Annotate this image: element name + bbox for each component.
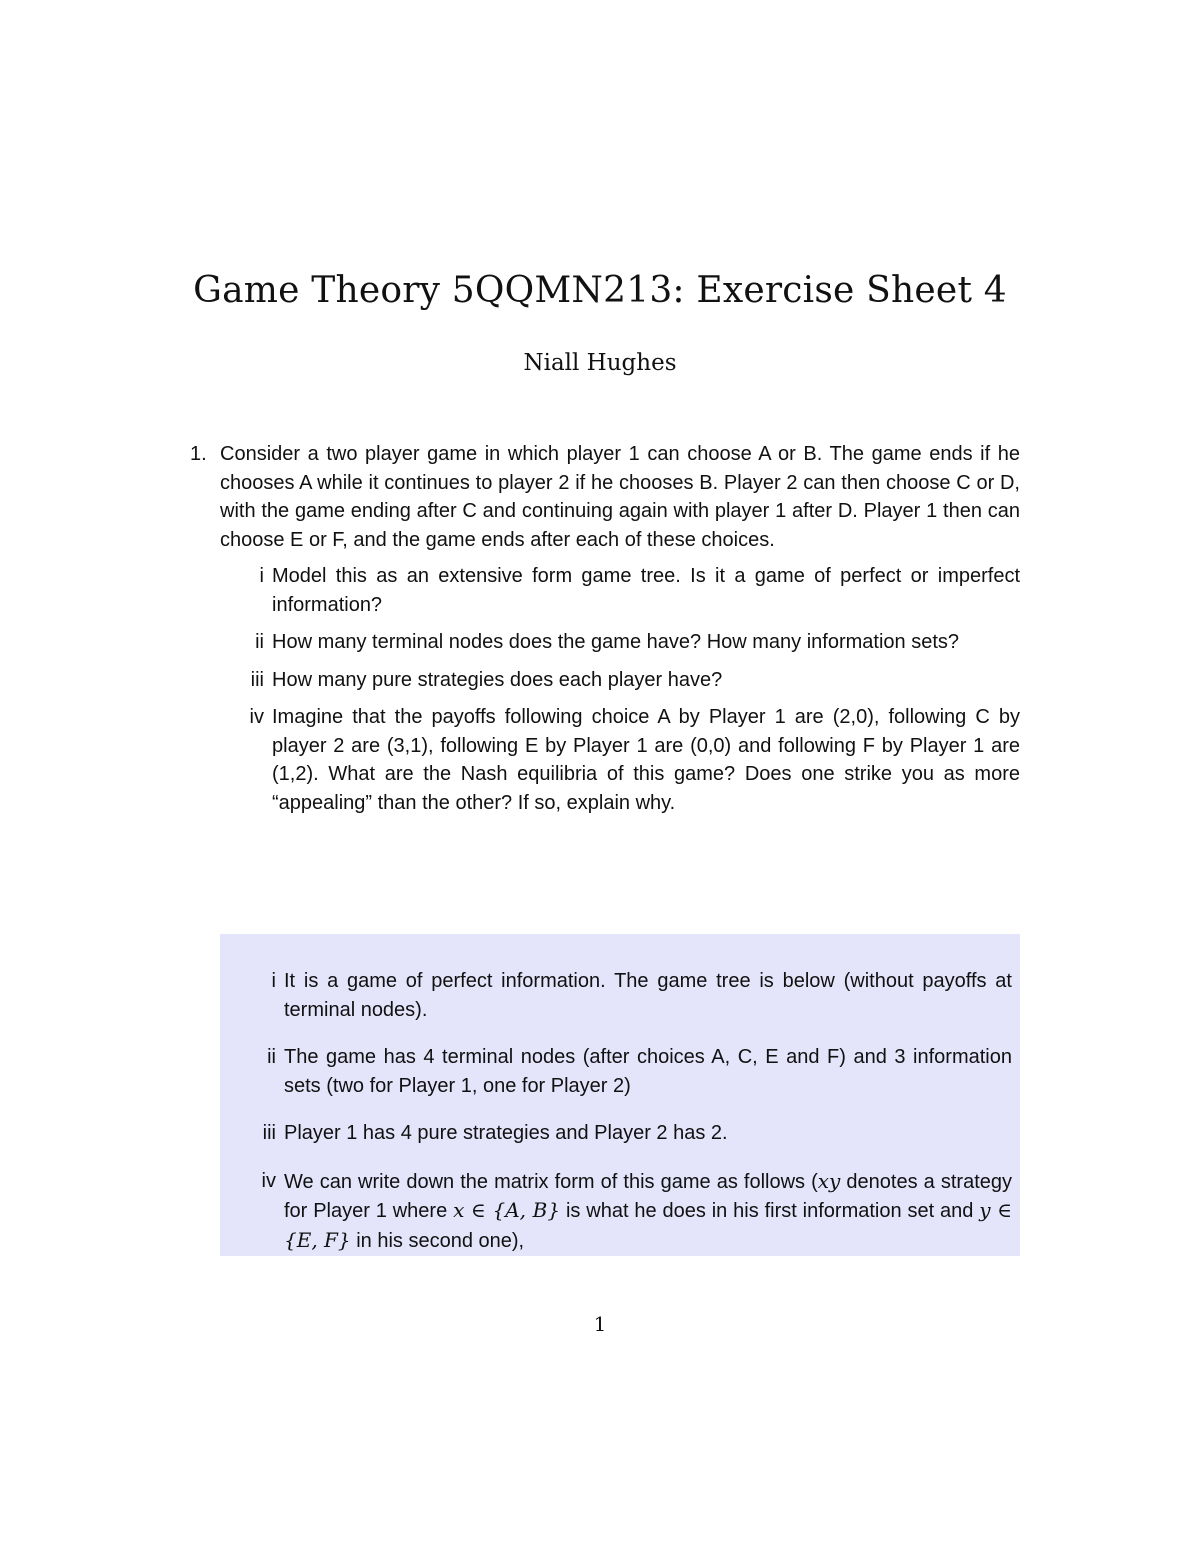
page-title: Game Theory 5QQMN213: Exercise Sheet 4	[193, 270, 1007, 311]
page-number: 1	[593, 1312, 607, 1336]
part-label: iv	[249, 706, 264, 728]
part-label: iii	[250, 668, 264, 691]
math-y-set: y ∈ {E, F}	[284, 1198, 1013, 1252]
part-text: How many pure strategies does each player have?	[272, 668, 723, 691]
question-part-ii	[255, 628, 1020, 657]
part-label: i	[259, 565, 264, 587]
question-text: Consider a two player game in which player 1 can choose A or B. The game ends if he chooses A while it continues to player 2 if he chooses B. Player 2 can then choose C or D, with the game ending after C and continuing again with player 1 after D. Player 1 then can choose E or F, and the game ends after each of these choices.	[220, 443, 1020, 551]
answer-text: The game has 4 terminal nodes (after choices A, C, E and F) and 3 information sets (two for Player 1, one for Player 2)	[284, 1046, 1012, 1097]
answer-text-4: in his second one),	[350, 1229, 525, 1252]
part-label: ii	[255, 631, 264, 653]
part-text: Model this as an extensive form game tree. Is it a game of perfect or imperfect information?	[272, 565, 1020, 616]
answer-text-2: denotes a strategy for Player 1 where	[284, 1170, 1012, 1222]
answer-text-1: We can write down the matrix form of this game as follows (	[284, 1170, 818, 1193]
question-parts	[190, 562, 1020, 817]
part-text: Imagine that the payoffs following choice A by Player 1 are (2,0), following C by player 2 are (3,1), following E by Player 1 are (0,0) and following F by Player 1 are (1,2). What are the Nash equilibria of this game? Does one strike you as more “appealing” than the other? If so, explain why.	[272, 706, 1020, 814]
answer-part-iv	[261, 1167, 1013, 1256]
math-xy: xy	[817, 1168, 841, 1193]
answer-label: iii	[262, 1122, 276, 1144]
answer-text: It is a game of perfect information. The game tree is below (without payoffs at terminal nodes).	[284, 970, 1012, 1021]
answer-part-iii	[262, 1119, 1012, 1148]
question-part-i	[259, 562, 1020, 619]
question-part-iii	[250, 666, 1020, 695]
answer-box	[220, 934, 1020, 1256]
answer-label: ii	[267, 1046, 276, 1068]
math-x-set: x ∈ {A, B}	[453, 1198, 561, 1222]
part-text: How many terminal nodes does the game have? How many information sets?	[272, 631, 960, 653]
question-number: 1.	[190, 443, 207, 465]
answer-text-3: is what he does in his first information set and	[560, 1200, 980, 1222]
answer-part-i	[271, 967, 1012, 1024]
answer-text: Player 1 has 4 pure strategies and Player 2 has 2.	[284, 1122, 728, 1144]
answer-label: i	[271, 970, 276, 992]
question-1	[190, 440, 1020, 826]
answer-label: iv	[261, 1169, 276, 1192]
question-part-iv	[249, 703, 1020, 817]
author-name: Niall Hughes	[523, 350, 677, 376]
answer-list	[220, 967, 1012, 1274]
answer-part-ii	[267, 1043, 1012, 1100]
